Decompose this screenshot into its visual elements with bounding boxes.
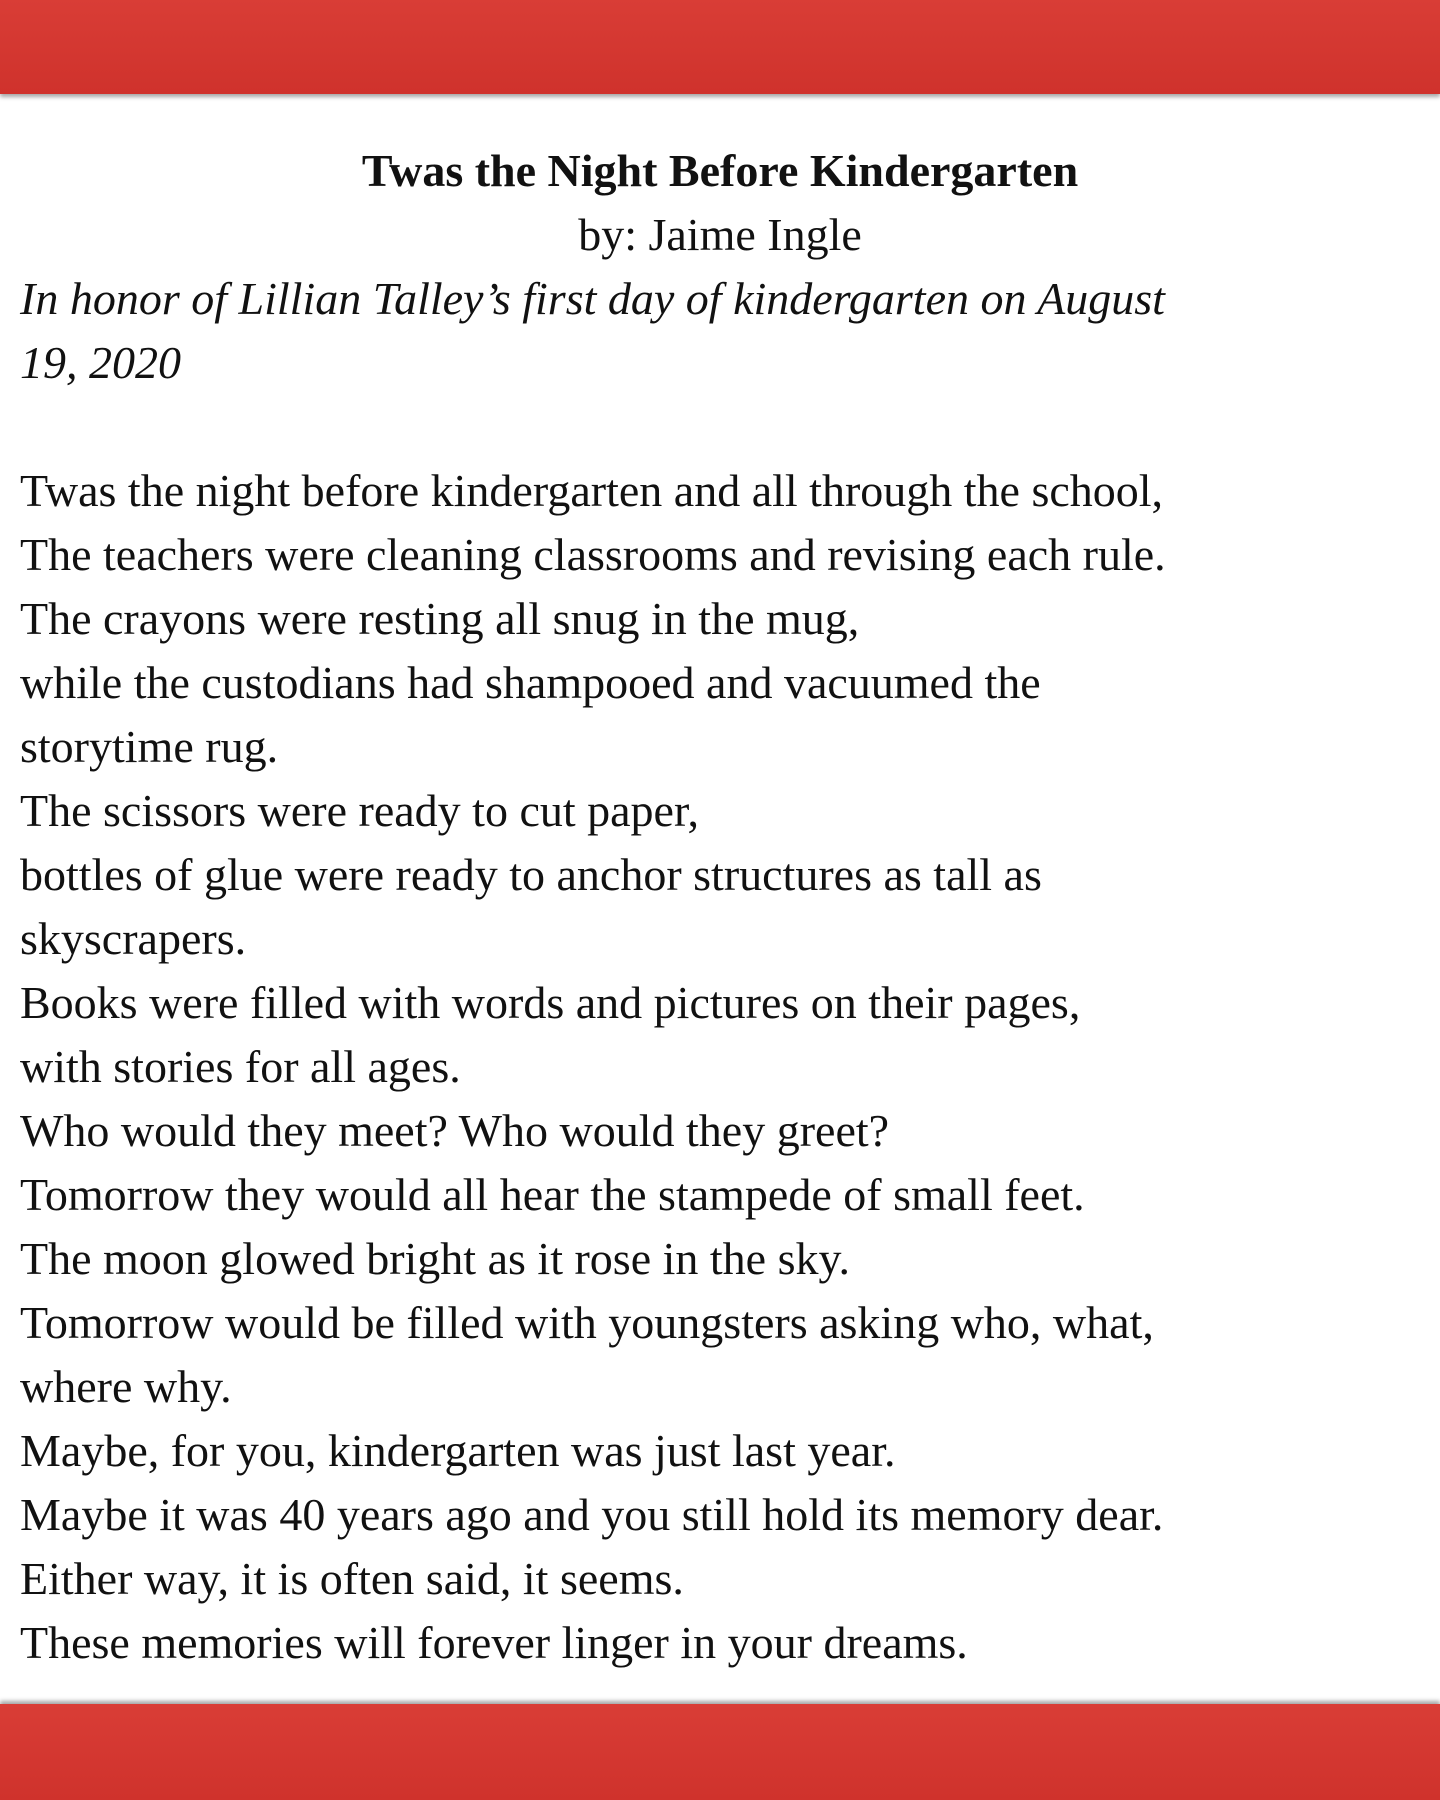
document-page: [0, 94, 1440, 1704]
poem-line: These memories will forever linger in your dreams.: [20, 1617, 968, 1668]
poem-line: Tomorrow they would all hear the stampede of small feet.: [20, 1169, 1085, 1220]
poem-body: [20, 459, 1420, 1675]
poem-line: Maybe it was 40 years ago and you still hold its memory dear.: [20, 1489, 1164, 1540]
poem-line: Books were filled with words and pictures on their pages,: [20, 977, 1081, 1028]
poem-line: Who would they meet? Who would they greet?: [20, 1105, 890, 1156]
dedication-line: In honor of Lillian Talley’s first day of kindergarten on August: [20, 273, 1165, 324]
poem-line: with stories for all ages.: [20, 1041, 461, 1092]
document-content: [20, 139, 1420, 1675]
poem-line: storytime rug.: [20, 721, 279, 772]
poem-line: while the custodians had shampooed and vacuumed the: [20, 657, 1041, 708]
poem-line: The moon glowed bright as it rose in the sky.: [20, 1233, 850, 1284]
poem-byline: by: Jaime Ingle: [578, 209, 862, 260]
bottom-red-border: [0, 1704, 1440, 1800]
poem-line: The teachers were cleaning classrooms and revising each rule.: [20, 529, 1166, 580]
poem-line: bottles of glue were ready to anchor structures as tall as: [20, 849, 1042, 900]
poem-line: Twas the night before kindergarten and all through the school,: [20, 465, 1164, 516]
poem-line: where why.: [20, 1361, 232, 1412]
poem-line: Maybe, for you, kindergarten was just last year.: [20, 1425, 896, 1476]
stanza-spacer: [20, 395, 1420, 459]
dedication-line: 19, 2020: [20, 337, 181, 388]
poem-line: Tomorrow would be filled with youngsters asking who, what,: [20, 1297, 1154, 1348]
poem-line: Either way, it is often said, it seems.: [20, 1553, 684, 1604]
top-red-border: [0, 0, 1440, 94]
poem-title: Twas the Night Before Kindergarten: [361, 145, 1079, 196]
poem-line: The scissors were ready to cut paper,: [20, 785, 699, 836]
poem-line: skyscrapers.: [20, 913, 247, 964]
poem-line: The crayons were resting all snug in the mug,: [20, 593, 860, 644]
